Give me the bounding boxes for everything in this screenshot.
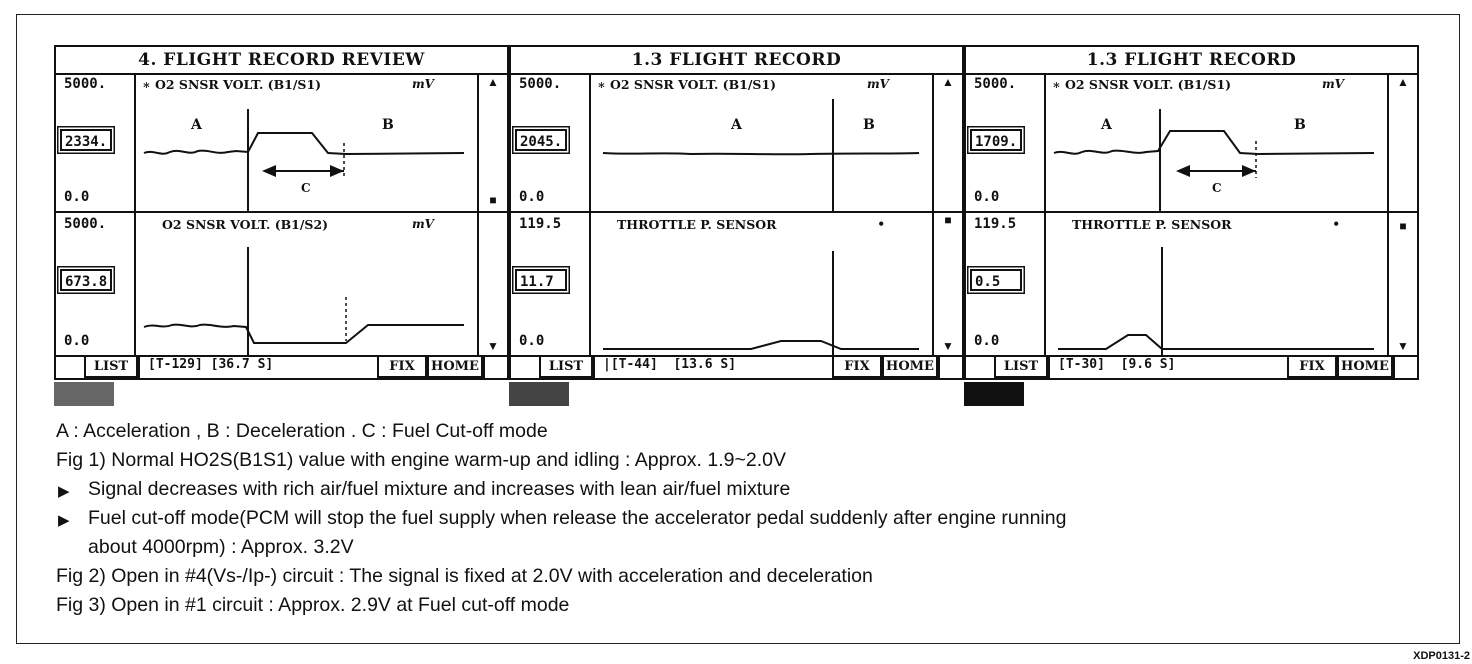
y-min: 0.0 xyxy=(64,189,90,205)
fix-button[interactable]: FIX xyxy=(1287,355,1337,378)
y-axis xyxy=(511,73,591,211)
figure-number-square-2 xyxy=(509,382,569,406)
signal-label: ∗ O2 SNSR VOLT. (B1/S1) xyxy=(597,77,777,92)
panel-title: 4. FLIGHT RECORD REVIEW xyxy=(56,47,507,75)
marker-b: B xyxy=(382,117,394,133)
scroll-up-icon[interactable]: ▲ xyxy=(487,75,499,89)
marker-c: C xyxy=(1212,181,1222,195)
home-button[interactable]: HOME xyxy=(427,355,483,378)
unit-label: mV xyxy=(866,77,889,91)
record-info: [T-30] [9.6 S] xyxy=(1058,357,1176,372)
caption-fig3: Fig 3) Open in #1 circuit : Approx. 2.9V at Fuel cut-off mode xyxy=(56,594,570,616)
scroll-thumb-icon[interactable]: ■ xyxy=(489,193,497,207)
signal-trace xyxy=(591,213,929,355)
bottom-toolbar xyxy=(56,353,507,378)
graph-row-bottom xyxy=(966,213,1417,357)
current-value: 2045. xyxy=(515,129,567,151)
y-min: 0.0 xyxy=(64,333,90,349)
current-value: 673.8 xyxy=(60,269,112,291)
current-value: 2334. xyxy=(60,129,112,151)
scroll-thumb-icon[interactable]: ■ xyxy=(1399,219,1407,233)
scanner-panel-3 xyxy=(964,45,1419,380)
figure-number-square-1 xyxy=(54,382,114,406)
caption-bullet-1: Signal decreases with rich air/fuel mixture and increases with lean air/fuel mixture xyxy=(88,478,791,500)
o2-sensor-b1s2-plot xyxy=(136,213,474,355)
graph-row-top xyxy=(511,73,962,213)
scroll-up-icon[interactable]: ▲ xyxy=(942,75,954,89)
signal-label: ∗ O2 SNSR VOLT. (B1/S1) xyxy=(142,77,322,92)
marker-b: B xyxy=(1294,117,1306,133)
throttle-sensor-plot xyxy=(591,213,929,355)
caption-fig2: Fig 2) Open in #4(Vs-/Ip-) circuit : The signal is fixed at 2.0V with acceleration and deceleration xyxy=(56,565,873,587)
scrollbar[interactable] xyxy=(932,73,962,355)
current-value: 11.7 xyxy=(515,269,567,291)
scrollbar[interactable] xyxy=(477,73,507,355)
y-min: 0.0 xyxy=(974,333,1000,349)
scrollbar[interactable] xyxy=(1387,73,1417,355)
bottom-toolbar xyxy=(511,353,962,378)
y-axis xyxy=(966,73,1046,211)
scanner-panel-2 xyxy=(509,45,964,380)
graph-row-top xyxy=(56,73,507,213)
signal-label: ∗ O2 SNSR VOLT. (B1/S1) xyxy=(1052,77,1232,92)
record-info: |[T-44] [13.6 S] xyxy=(603,357,737,372)
signal-label: THROTTLE P. SENSOR xyxy=(1072,217,1232,232)
unit-label: mV xyxy=(1321,77,1344,91)
home-button[interactable]: HOME xyxy=(882,355,938,378)
signal-trace xyxy=(136,213,474,355)
y-axis xyxy=(56,213,136,355)
fix-button[interactable]: FIX xyxy=(832,355,882,378)
y-max: 5000. xyxy=(64,216,107,232)
scroll-down-icon[interactable]: ▼ xyxy=(1397,339,1409,353)
unit-label: mV xyxy=(411,77,434,91)
unit-label: • xyxy=(1332,217,1340,231)
figure-number-square-3 xyxy=(964,382,1024,406)
current-value: 0.5 xyxy=(970,269,1022,291)
panel-title: 1.3 FLIGHT RECORD xyxy=(511,47,962,75)
scroll-down-icon[interactable]: ▼ xyxy=(942,339,954,353)
scroll-down-icon[interactable]: ▼ xyxy=(487,339,499,353)
list-button[interactable]: LIST xyxy=(539,355,593,378)
y-axis xyxy=(56,73,136,211)
bullet-arrow-icon: ▶ xyxy=(58,483,70,500)
panel-title: 1.3 FLIGHT RECORD xyxy=(966,47,1417,75)
signal-label: THROTTLE P. SENSOR xyxy=(617,217,777,232)
signal-trace xyxy=(591,73,929,211)
y-min: 0.0 xyxy=(519,333,545,349)
o2-sensor-b1s1-plot xyxy=(591,73,929,211)
y-max: 5000. xyxy=(64,76,107,92)
marker-a: A xyxy=(731,117,742,133)
y-min: 0.0 xyxy=(519,189,545,205)
scanner-panel-1 xyxy=(54,45,509,380)
marker-a: A xyxy=(1101,117,1112,133)
caption-bullet-2b: about 4000rpm) : Approx. 3.2V xyxy=(88,536,354,558)
y-max: 5000. xyxy=(519,76,562,92)
unit-label: • xyxy=(877,217,885,231)
marker-c: C xyxy=(301,181,311,195)
throttle-sensor-plot xyxy=(1046,213,1384,355)
marker-a: A xyxy=(191,117,202,133)
list-button[interactable]: LIST xyxy=(994,355,1048,378)
signal-label: O2 SNSR VOLT. (B1/S2) xyxy=(162,217,329,232)
caption-bullet-2a: Fuel cut-off mode(PCM will stop the fuel supply when release the accelerator pedal suddenly after engine running xyxy=(88,507,1067,529)
home-button[interactable]: HOME xyxy=(1337,355,1393,378)
scroll-thumb-icon[interactable]: ■ xyxy=(944,213,952,227)
y-max: 5000. xyxy=(974,76,1017,92)
record-info: [T-129] [36.7 S] xyxy=(148,357,274,372)
caption-legend: A : Acceleration , B : Deceleration . C : Fuel Cut-off mode xyxy=(56,420,548,442)
y-min: 0.0 xyxy=(974,189,1000,205)
current-value: 1709. xyxy=(970,129,1022,151)
y-max: 119.5 xyxy=(974,216,1017,232)
figure-id: XDP0131-2 xyxy=(1413,650,1470,662)
graph-row-bottom xyxy=(56,213,507,357)
bullet-arrow-icon: ▶ xyxy=(58,512,70,529)
signal-trace xyxy=(1046,213,1384,355)
bottom-toolbar xyxy=(966,353,1417,378)
o2-sensor-b1s1-plot xyxy=(1046,73,1384,211)
fix-button[interactable]: FIX xyxy=(377,355,427,378)
y-axis xyxy=(966,213,1046,355)
o2-sensor-b1s1-plot xyxy=(136,73,474,211)
y-max: 119.5 xyxy=(519,216,562,232)
graph-row-bottom xyxy=(511,213,962,357)
y-axis xyxy=(511,213,591,355)
list-button[interactable]: LIST xyxy=(84,355,138,378)
caption-fig1: Fig 1) Normal HO2S(B1S1) value with engine warm-up and idling : Approx. 1.9~2.0V xyxy=(56,449,786,471)
unit-label: mV xyxy=(411,217,434,231)
marker-b: B xyxy=(863,117,875,133)
graph-row-top xyxy=(966,73,1417,213)
scroll-up-icon[interactable]: ▲ xyxy=(1397,75,1409,89)
